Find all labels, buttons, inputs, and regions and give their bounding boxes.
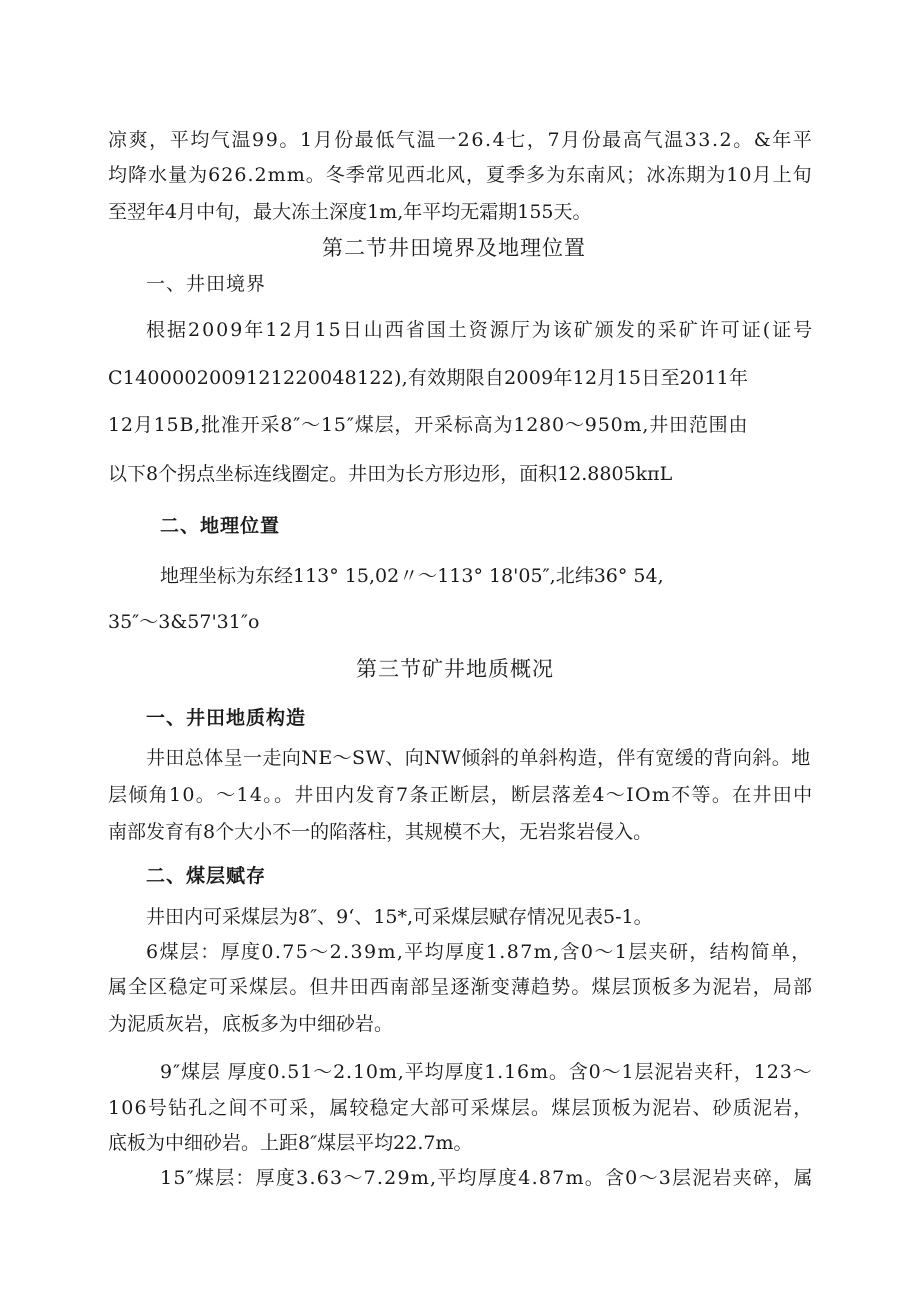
boundary-line-4: 以下8个拐点坐标连线圈定。井田为长方形边形，面积12.8805kπL <box>108 463 673 485</box>
boundary-line-1: 根据2009年12月15日山西省国土资源厅为该矿颁发的采矿许可证(证号 <box>146 319 815 341</box>
seam6-line-1: 6煤层：厚度0.75～2.39m,平均厚度1.87m,含0～1层夹研，结构简单， <box>146 941 812 963</box>
seam15-line-1: 15″煤层：厚度3.63～7.29m,平均厚度4.87m。含0～3层泥岩夹碎，属 <box>160 1167 814 1189</box>
seam9-line-2: 106号钻孔之间不可采，属较稳定大部可采煤层。煤层顶板为泥岩、砂质泥岩， <box>108 1097 814 1119</box>
section3-title: 第三节矿井地质概况 <box>356 657 554 681</box>
climate-line-1: 凉爽，平均气温99。1月份最低气温一26.4七，7月份最高气温33.2。&年平 <box>108 129 814 151</box>
boundary-line-3: 12月15B,批准开采8″～15″煤层，开采标高为1280～950m,井田范围由 <box>108 414 749 436</box>
seam6-line-3: 为泥质灰岩，底板多为中细砂岩。 <box>108 1013 394 1035</box>
seam9-line-3: 底板为中细砂岩。上距8″煤层平均22.7m。 <box>108 1132 473 1154</box>
seam9-line-1: 9″煤层 厚度0.51～2.10m,平均厚度1.16m。含0～1层泥岩夹秆，123～ <box>160 1061 813 1083</box>
structure-line-2: 层倾角10。～14。。井田内发育7条正断层，断层落差4～IOm不等。在井田中 <box>108 784 814 806</box>
location-line-2: 35″～3&57'31″o <box>108 611 260 633</box>
location-line-1: 地理坐标为东经113° 15,02〃～113° 18'05″,北纬36° 54, <box>160 565 664 587</box>
section2-sub2-title: 二、地理位置 <box>160 515 281 537</box>
structure-line-1: 井田总体呈一走向NE～SW、向NW倾斜的单斜构造，伴有宽缓的背向斜。地 <box>146 747 811 769</box>
climate-line-2: 均降水量为626.2mm。冬季常见西北风，夏季多为东南风；冰冻期为10月上旬 <box>108 164 813 186</box>
section2-sub1-title: 一、井田境界 <box>146 273 267 295</box>
section3-sub2-title: 二、煤层赋存 <box>146 865 267 887</box>
climate-line-3: 至翌年4月中旬，最大冻土深度1m,年平均无霜期155天。 <box>108 201 592 223</box>
seam-intro-line: 井田内可采煤层为8″、9‘、15*,可采煤层赋存情况见表5-1。 <box>146 906 653 928</box>
seam6-line-2: 属全区稳定可采煤层。但井田西南部呈逐渐变薄趋势。煤层顶板多为泥岩，局部 <box>108 976 814 998</box>
structure-line-3: 南部发育有8个大小不一的陷落柱，其规模不大，无岩浆岩侵入。 <box>108 821 653 843</box>
boundary-line-2: C1400002009121220048122),有效期限自2009年12月15日至2011年 <box>108 367 749 389</box>
section3-sub1-title: 一、井田地质构造 <box>146 707 307 729</box>
section2-title: 第二节井田境界及地理位置 <box>322 236 586 260</box>
